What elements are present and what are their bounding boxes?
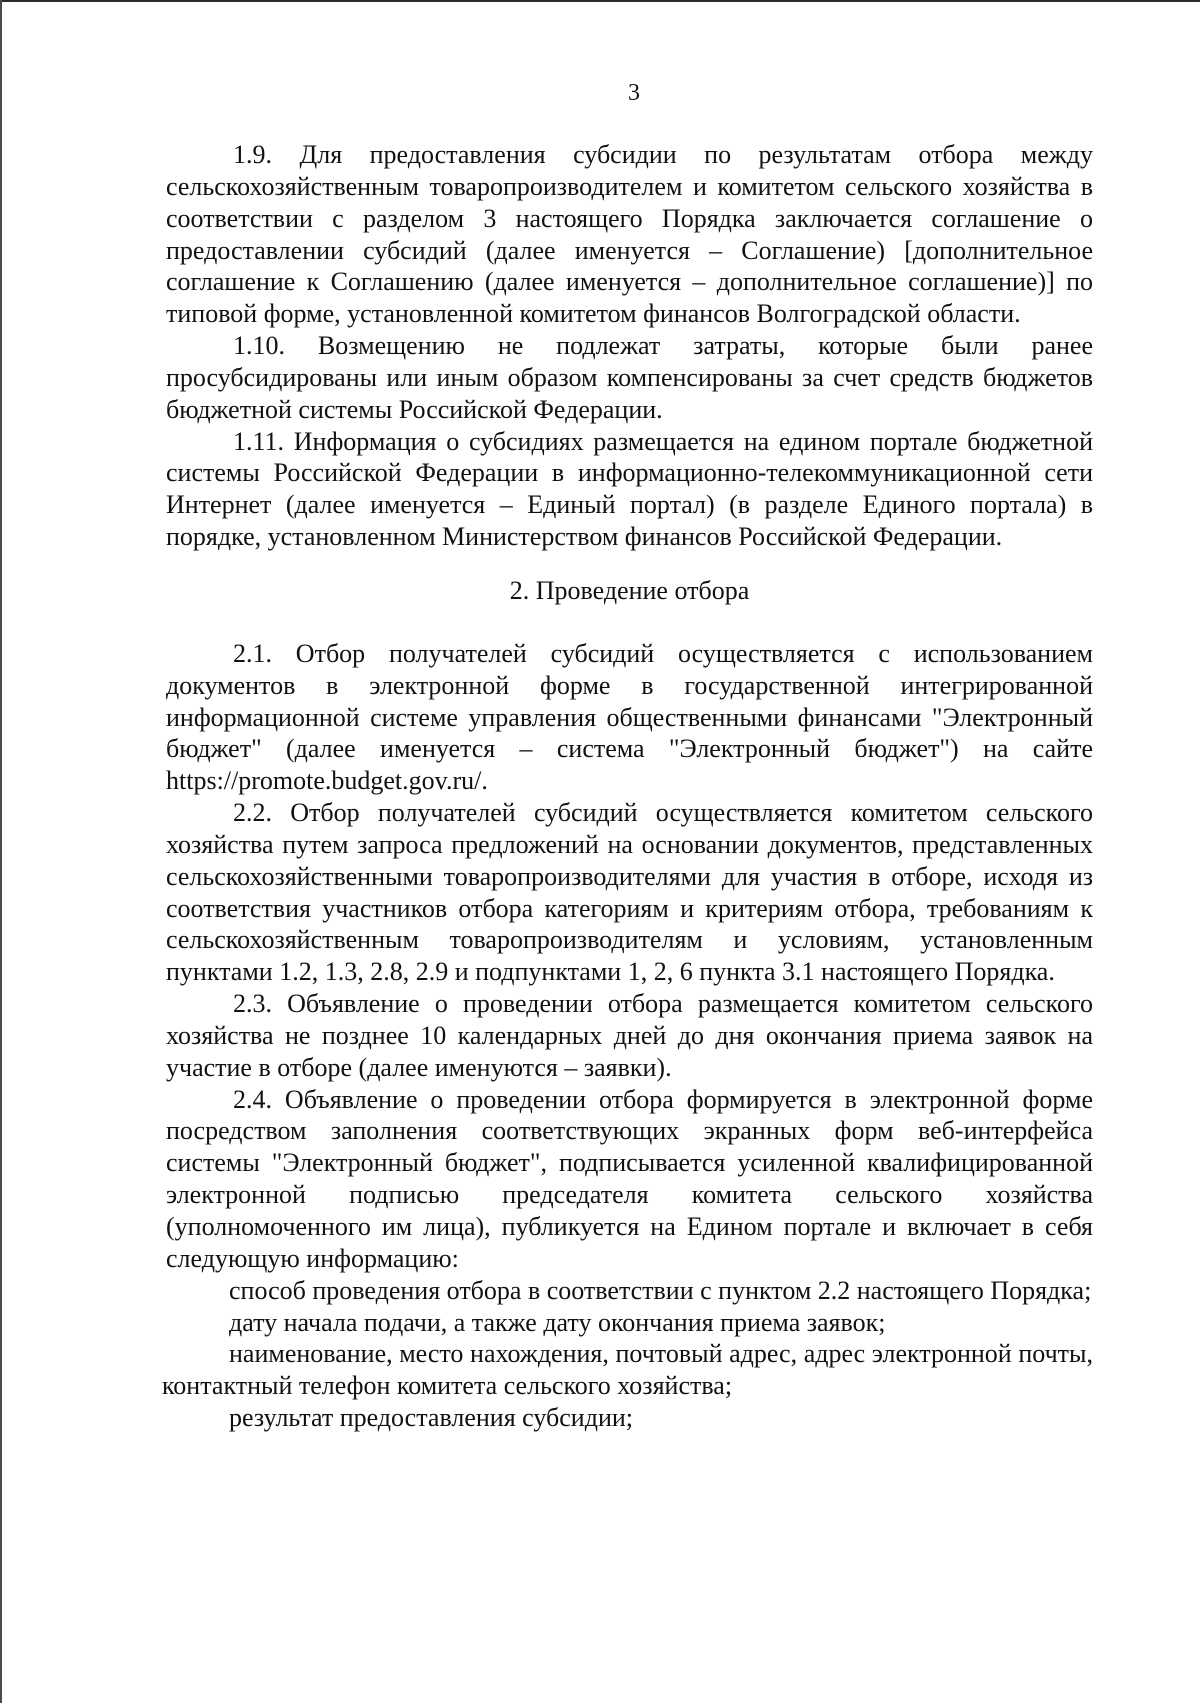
paragraph-1-11: 1.11. Информация о субсидиях размещается на едином портале бюджетной системы Российской Федерации в информационно-телекоммуникационной сети Интернет (далее именуется – Единый портал) (в разделе Единого портала) в порядке, установленном Министерством финансов Российской Федерации. bbox=[166, 426, 1093, 552]
scan-top-edge bbox=[0, 0, 1200, 2]
paragraph-2-4: 2.4. Объявление о проведении отбора формируется в электронной форме посредством заполнения соответствующих экранных форм веб-интерфейса системы "Электронный бюджет", подписывается усиленной квалифицированной электронной подписью председателя комитета сельского хозяйства (уполномоченного им лица), публикуется на Едином портале и включает в себя следующую информацию: bbox=[166, 1084, 1093, 1273]
list-item: способ проведения отбора в соответствии с пунктом 2.2 настоящего Порядка; bbox=[229, 1275, 1092, 1305]
paragraph-1-9: 1.9. Для предоставления субсидии по результатам отбора между сельскохозяйственным товаропроизводителем и комитетом сельского хозяйства в соответствии с разделом 3 настоящего Порядка заключается соглашение о предоставлении субсидий (далее именуется – Соглашение) [дополнительное соглашение к Соглашению (далее именуется – дополнительное соглашение)] по типовой форме, установленной комитетом финансов Волгоградской области. bbox=[166, 140, 1093, 329]
document-body bbox=[162, 139, 1093, 1434]
list-item: результат предоставления субсидии; bbox=[229, 1403, 633, 1433]
paragraph-1-10: 1.10. Возмещению не подлежат затраты, которые были ранее просубсидированы или иным образом компенсированы за счет средств бюджетов бюджетной системы Российской Федерации. bbox=[166, 331, 1093, 424]
list-item: дату начала подачи, а также дату окончания приема заявок; bbox=[229, 1307, 886, 1337]
paragraph-2-3: 2.3. Объявление о проведении отбора размещается комитетом сельского хозяйства не позднее 10 календарных дней до дня окончания приема заявок на участие в отборе (далее именуются – заявки). bbox=[166, 989, 1093, 1082]
page-number: 3 bbox=[628, 80, 640, 106]
paragraph-2-2: 2.2. Отбор получателей субсидий осуществляется комитетом сельского хозяйства путем запроса предложений на основании документов, представленных сельскохозяйственными товаропроизводителями для участия в отборе, исходя из соответствия участников отбора категориям и критериям отбора, требованиям к сельскохозяйственным товаропроизводителям и условиям, установленным пунктами 1.2, 1.3, 2.8, 2.9 и подпунктами 1, 2, 6 пункта 3.1 настоящего Порядка. bbox=[166, 798, 1093, 987]
scan-left-edge bbox=[0, 0, 2, 1703]
info-list bbox=[162, 1275, 1093, 1434]
list-item: наименование, место нахождения, почтовый адрес, адрес электронной почты, контактный телефон комитета сельского хозяйства; bbox=[162, 1339, 1093, 1401]
section-heading: 2. Проведение отбора bbox=[509, 575, 750, 605]
paragraph-2-1: 2.1. Отбор получателей субсидий осуществляется с использованием документов в электронной форме в государственной интегрированной информационной системе управления общественными финансами "Электронный бюджет" (далее именуется – система "Электронный бюджет") на сайте https://promote.budget.gov.ru/. bbox=[166, 638, 1093, 796]
